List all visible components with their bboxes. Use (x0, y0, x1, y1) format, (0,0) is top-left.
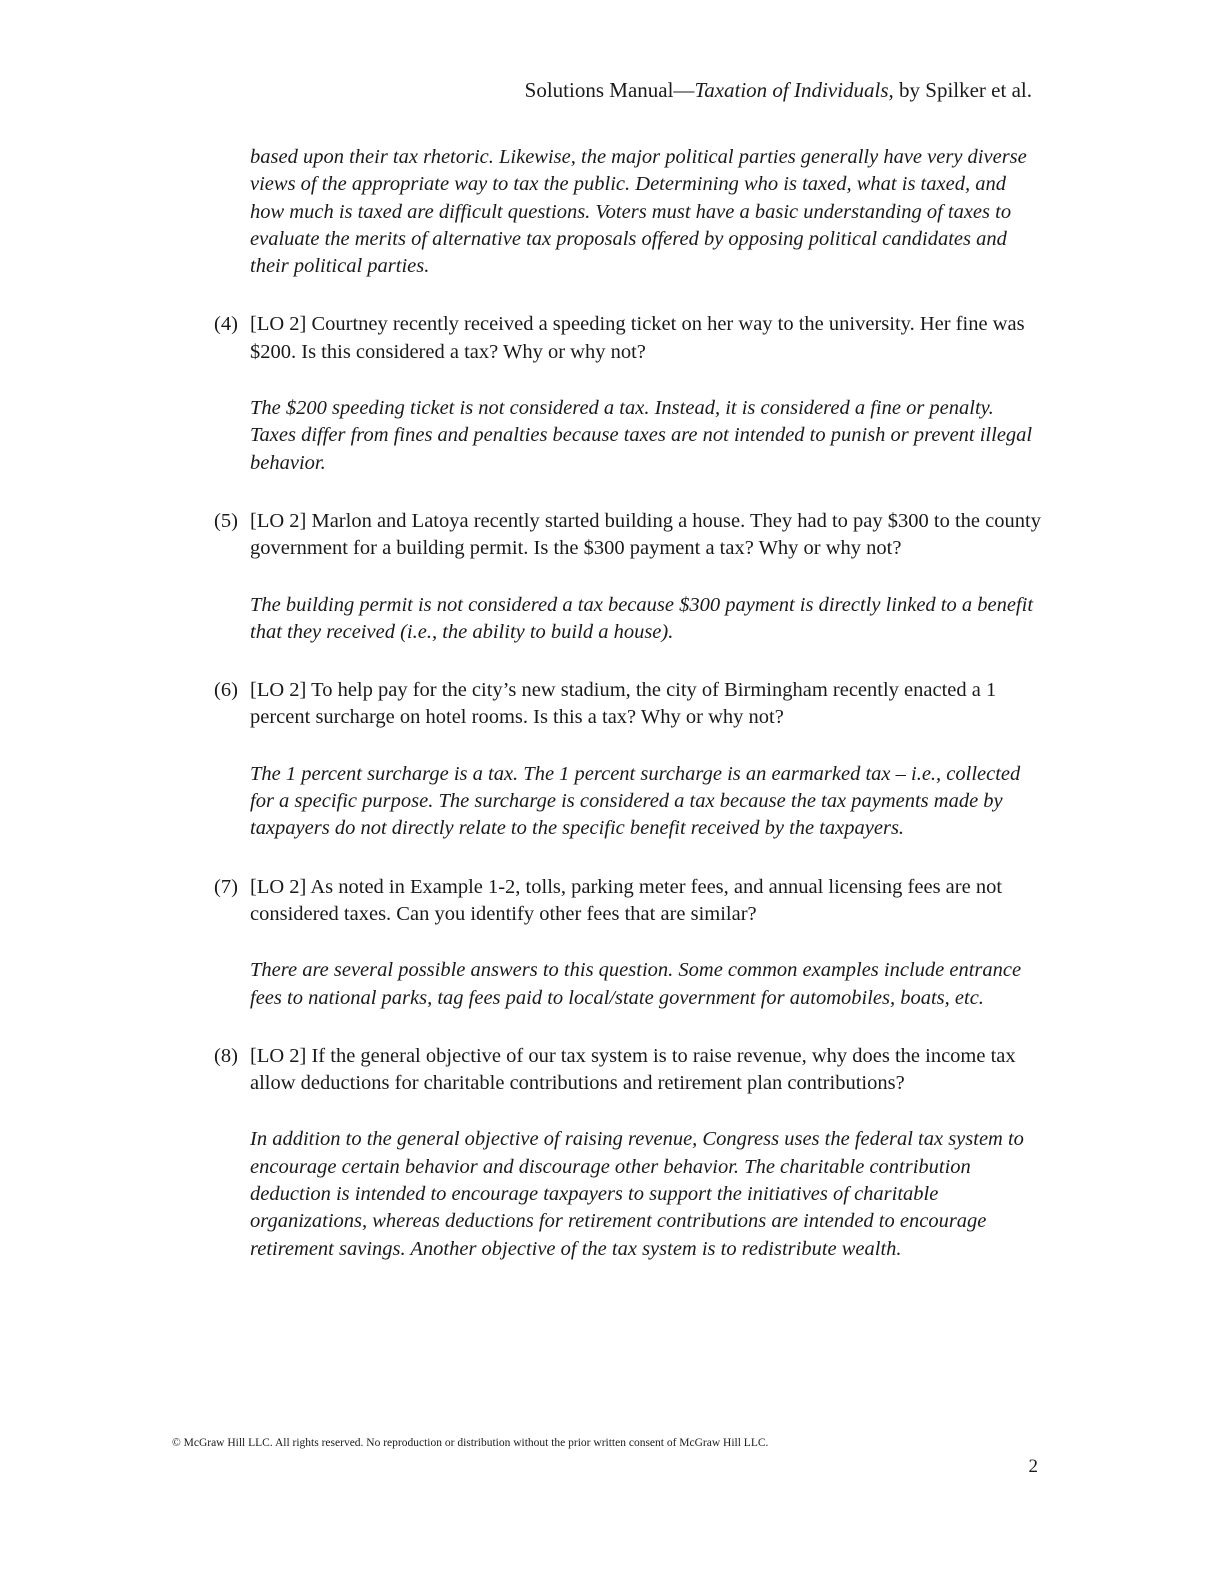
answer-6: The 1 percent surcharge is a tax. The 1 percent surcharge is an earmarked tax – i.e., collected for a specific purpose. The surcharge is considered a tax because the tax payments made by taxpayers do not directly relate to the specific benefit received by the taxpayers. (250, 762, 1021, 840)
question-number: (5) (214, 509, 238, 532)
answer-4: The $200 speeding ticket is not considered a tax. Instead, it is considered a fine or penalty. Taxes differ from fines and penalties because taxes are not intended to punish or prevent illegal behavior. (250, 397, 1033, 474)
copyright-footer: © McGraw Hill LLC. All rights reserved. No reproduction or distribution without the prior written consent of McGraw Hill LLC. (172, 1437, 769, 1449)
question-number: (7) (214, 875, 238, 898)
question-text: [LO 2] Marlon and Latoya recently started building a house. They had to pay $300 to the county government for a building permit. Is the $300 payment a tax? Why or why not? (250, 509, 1041, 560)
header-book-title: Taxation of Individuals, (694, 78, 894, 102)
question-number: (8) (214, 1044, 238, 1067)
page-content (214, 144, 1044, 1263)
answer-5: The building permit is not considered a tax because $300 payment is directly linked to a benefit that they received (i.e., the ability to build a house). (250, 593, 1034, 643)
question-8 (214, 1043, 1044, 1098)
question-6 (214, 677, 1044, 732)
question-text: [LO 2] As noted in Example 1-2, tolls, parking meter fees, and annual licensing fees are not considered taxes. Can you identify other fees that are similar? (250, 875, 1003, 925)
question-7 (214, 874, 1044, 929)
intro-answer: based upon their tax rhetoric. Likewise, the major political parties generally have very diverse views of the appropriate way to tax the public. Determining who is taxed, what is taxed, and how much is taxed are difficult questions. Voters must have a basic understanding of taxes to evaluate the merits of alternative tax proposals offered by opposing political candidates and their political parties. (250, 146, 1027, 278)
question-4 (214, 311, 1044, 366)
page-number: 2 (1028, 1456, 1038, 1477)
answer-7: There are several possible answers to this question. Some common examples include entrance fees to national parks, tag fees paid to local/state government for automobiles, boats, etc. (250, 959, 1022, 1009)
question-text: [LO 2] If the general objective of our tax system is to raise revenue, why does the income tax allow deductions for charitable contributions and retirement plan contributions? (250, 1044, 1016, 1095)
question-5 (214, 508, 1044, 563)
question-number: (6) (214, 679, 238, 702)
question-number: (4) (214, 313, 238, 336)
answer-8: In addition to the general objective of raising revenue, Congress uses the federal tax system to encourage certain behavior and discourage other behavior. The charitable contribution deduction is intended to encourage taxpayers to support the initiatives of charitable organizations, whereas deductions for retirement contributions are intended to encourage retirement savings. Another objective of the tax system is to redistribute wealth. (250, 1128, 1024, 1260)
header-prefix: Solutions Manual— (524, 78, 695, 102)
running-header (525, 76, 1032, 104)
question-text: [LO 2] To help pay for the city’s new stadium, the city of Birmingham recently enacted a 1 percent surcharge on hotel rooms. Is this a tax? Why or why not? (250, 679, 997, 729)
question-text: [LO 2] Courtney recently received a speeding ticket on her way to the university. Her fine was $200. Is this considered a tax? Why or why not? (250, 313, 1025, 363)
header-suffix: by Spilker et al. (893, 78, 1032, 102)
